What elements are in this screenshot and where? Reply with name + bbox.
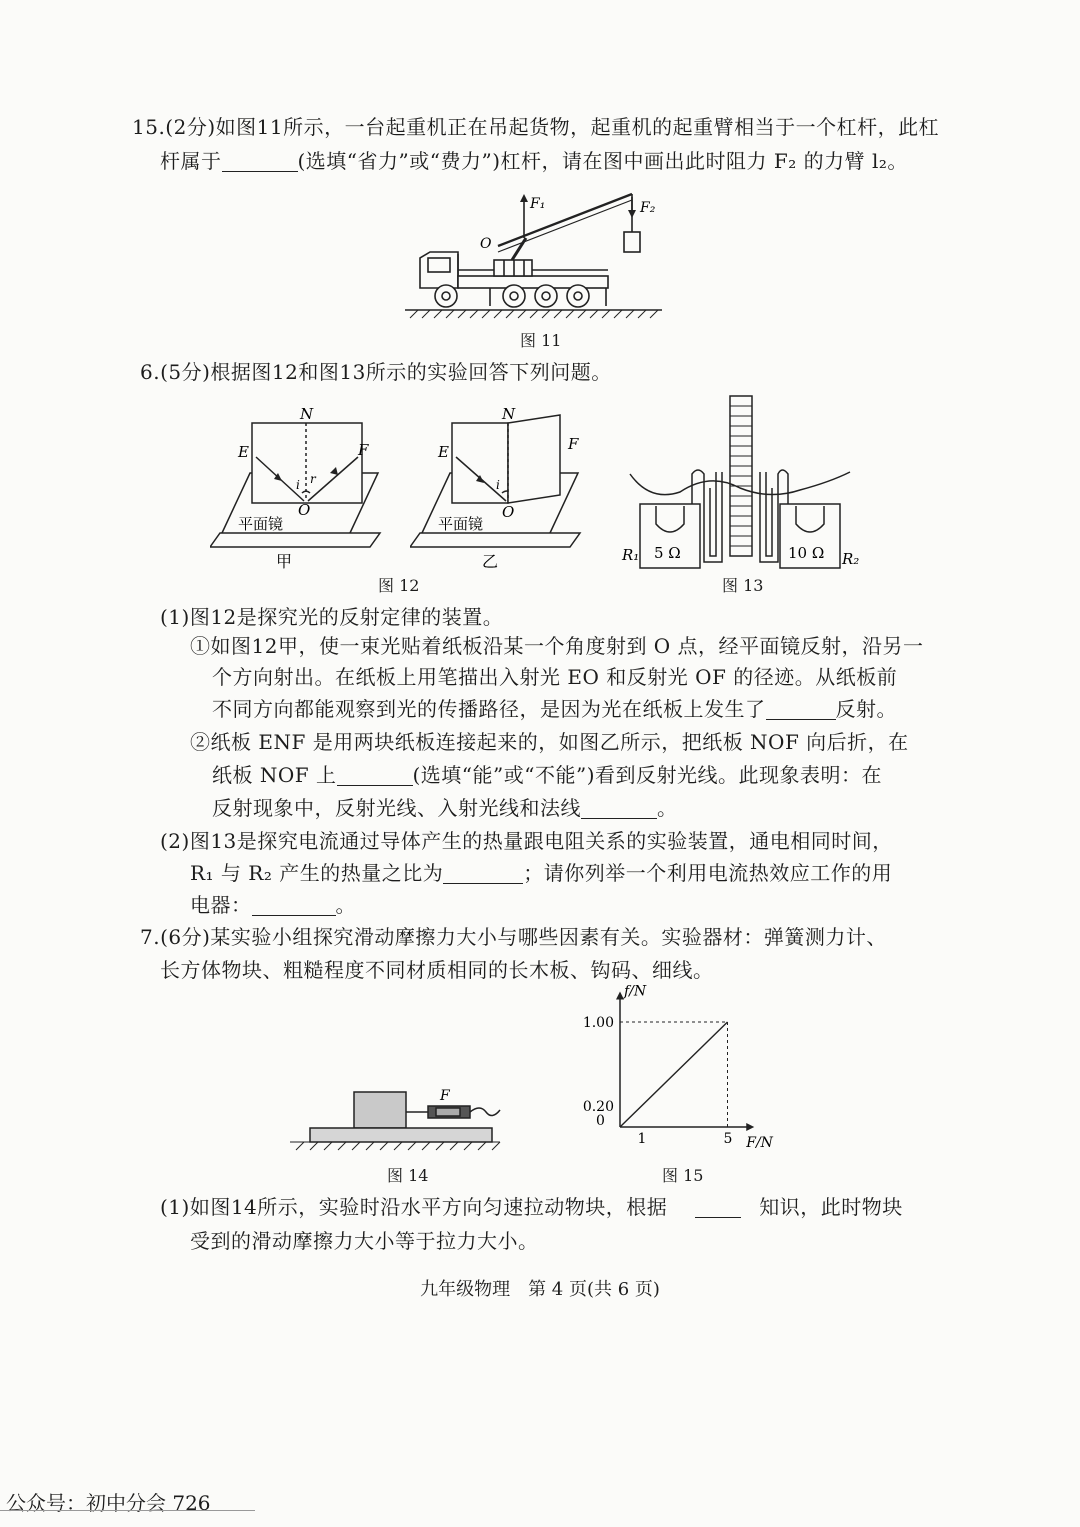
yi-e: E bbox=[438, 443, 449, 461]
q16-p1b-2b: (选填“能”或“不能”)看到反射光线。此现象表明：在 bbox=[412, 763, 883, 787]
q16-blank-5[interactable] bbox=[252, 893, 336, 916]
y-tick-label: 0.20 bbox=[582, 1099, 614, 1115]
y-axis-arrow bbox=[616, 992, 624, 1000]
yi-o: O bbox=[502, 503, 515, 521]
q16-blank-4[interactable] bbox=[443, 861, 523, 884]
q17-p1-1b: 知识，此时物块 bbox=[759, 1195, 903, 1219]
q15-line2 bbox=[160, 146, 908, 176]
pivot-label: O bbox=[480, 236, 492, 252]
figure-14-block bbox=[290, 1082, 530, 1152]
q16-blank-2[interactable] bbox=[337, 763, 413, 786]
q17-blank-1[interactable] bbox=[695, 1195, 741, 1218]
q16-blank-1[interactable] bbox=[766, 697, 836, 720]
q16-p2-2b: ；请你列举一个利用电流热效应工作的用 bbox=[523, 861, 893, 885]
q17-line2: 长方体物块、粗糙程度不同材质相同的长木板、钩码、细线。 bbox=[160, 958, 714, 982]
figure-13-caption: 图 13 bbox=[722, 576, 764, 595]
x-tick-label: 5 bbox=[723, 1131, 733, 1147]
q17-p1-2: 受到的滑动摩擦力大小等于拉力大小。 bbox=[190, 1229, 539, 1253]
figure-11-crane bbox=[400, 188, 670, 323]
r2-label: R₂ bbox=[842, 550, 860, 568]
q16-p1b-2 bbox=[212, 760, 882, 790]
q16-p2-2a: R₁ 与 R₂ 产生的热量之比为 bbox=[190, 861, 444, 885]
watermark-underline bbox=[0, 1510, 255, 1511]
figure-12-yi bbox=[410, 405, 590, 575]
figure-14-caption: 图 14 bbox=[387, 1166, 429, 1185]
yi-caption: 乙 bbox=[482, 552, 499, 571]
r1-value: 5 Ω bbox=[654, 544, 681, 562]
q16-p1a-1: ①如图12甲，使一束光贴着纸板沿某一个角度射到 O 点，经平面镜反射，沿另一 bbox=[190, 634, 924, 658]
jia-o: O bbox=[298, 501, 311, 519]
yi-n: N bbox=[502, 405, 516, 423]
q16-p1a-3 bbox=[212, 694, 897, 724]
yi-f: F bbox=[568, 435, 579, 453]
jia-f: F bbox=[358, 441, 369, 459]
figure-11-caption: 图 11 bbox=[520, 331, 562, 350]
figure-15-chart bbox=[570, 985, 790, 1155]
q16-p1b-3a: 反射现象中，反射光线、入射光线和法线 bbox=[212, 796, 581, 820]
q16-p1a-3b: 反射。 bbox=[835, 697, 897, 721]
q15-line2-a: 杆属于 bbox=[160, 149, 222, 173]
fig14-f: F bbox=[440, 1088, 450, 1104]
q16-p1: (1)图12是探究光的反射定律的装置。 bbox=[160, 605, 504, 629]
q16-p1a-3a: 不同方向都能观察到光的传播路径，是因为光在纸板上发生了 bbox=[212, 697, 766, 721]
x-axis-arrow bbox=[746, 1123, 754, 1131]
jia-mirror: 平面镜 bbox=[238, 515, 284, 533]
jia-caption: 甲 bbox=[276, 552, 293, 571]
yi-mirror: 平面镜 bbox=[438, 515, 484, 533]
q17-p1-1a: (1)如图14所示，实验时沿水平方向匀速拉动物块，根据 bbox=[160, 1195, 668, 1219]
q16-blank-3[interactable] bbox=[581, 796, 657, 819]
q16-p2-2 bbox=[190, 858, 892, 888]
f1-label: F₁ bbox=[530, 196, 546, 212]
x-tick-label: 1 bbox=[637, 1131, 647, 1147]
q16-p2-1: (2)图13是探究电流通过导体产生的热量跟电阻关系的实验装置，通电相同时间， bbox=[160, 829, 893, 853]
q17-p1-1 bbox=[160, 1192, 903, 1222]
jia-e: E bbox=[238, 443, 249, 461]
q16-p1b-3b: 。 bbox=[657, 796, 678, 820]
figure-15-caption: 图 15 bbox=[662, 1166, 704, 1185]
r1-label: R₁ bbox=[622, 546, 640, 564]
q16-p2-3 bbox=[190, 890, 356, 920]
y-axis-label: f/N bbox=[624, 985, 647, 1000]
figure-12-caption: 图 12 bbox=[378, 576, 420, 595]
q15-line1: 15.(2分)如图11所示，一台起重机正在吊起货物，起重机的起重臂相当于一个杠杆，此杠 bbox=[132, 115, 940, 139]
q17-line1: 7.(6分)某实验小组探究滑动摩擦力大小与哪些因素有关。实验器材：弹簧测力计、 bbox=[140, 925, 887, 949]
y-tick-label: 1.00 bbox=[582, 1015, 614, 1031]
yi-i: i bbox=[496, 478, 500, 492]
f2-label: F₂ bbox=[640, 200, 656, 216]
q16-p2-3a: 电器： bbox=[190, 893, 252, 917]
q16-p1b-2a: 纸板 NOF 上 bbox=[212, 763, 337, 787]
q16-p1b-3 bbox=[212, 793, 678, 823]
origin-label: 0 bbox=[596, 1113, 605, 1129]
series-line bbox=[620, 1022, 728, 1127]
figure-13-heat bbox=[620, 392, 860, 572]
watermark: 公众号：初中分会 726 bbox=[6, 1491, 211, 1515]
x-axis-label: F/N bbox=[746, 1135, 773, 1151]
q15-blank[interactable] bbox=[222, 149, 298, 172]
q16-p1a-2: 个方向射出。在纸板上用笔描出入射光 EO 和反射光 OF 的径迹。从纸板前 bbox=[212, 665, 898, 689]
q15-line2-b: (选填“省力”或“费力”)杠杆，请在图中画出此时阻力 F₂ 的力臂 l₂。 bbox=[297, 149, 908, 173]
jia-r: r bbox=[310, 472, 316, 486]
r2-value: 10 Ω bbox=[788, 544, 825, 562]
jia-i: i bbox=[296, 478, 300, 492]
q16-p2-3b: 。 bbox=[335, 893, 356, 917]
page-footer: 九年级物理 第 4 页(共 6 页) bbox=[420, 1279, 660, 1300]
figure-12-jia bbox=[210, 405, 390, 575]
q16-title: 6.(5分)根据图12和图13所示的实验回答下列问题。 bbox=[140, 360, 612, 384]
jia-n: N bbox=[300, 405, 314, 423]
q16-p1b-1: ②纸板 ENF 是用两块纸板连接起来的，如图乙所示，把纸板 NOF 向后折，在 bbox=[190, 730, 909, 754]
